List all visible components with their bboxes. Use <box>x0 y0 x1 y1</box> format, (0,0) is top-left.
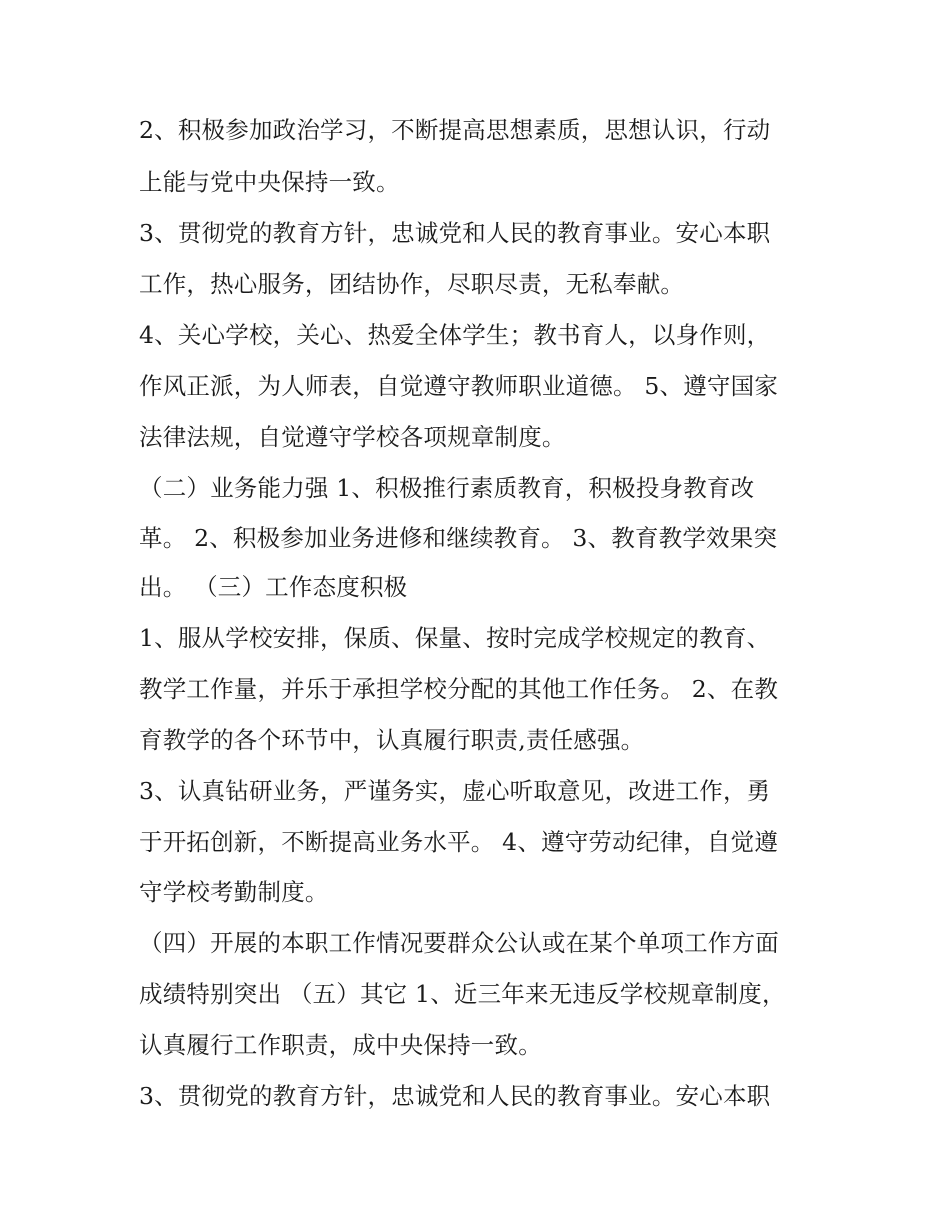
text-line: 教学工作量，并乐于承担学校分配的其他工作任务。 2、在教 <box>139 675 779 703</box>
text-line: 上能与党中央保持一致。 <box>139 168 400 196</box>
text-line: 法律法规，自觉遵守学校各项规章制度。 <box>139 423 566 451</box>
text-line: （四）开展的本职工作情况要群众公认或在某个单项工作方面 <box>139 929 779 957</box>
text-line: 认真履行工作职责，成中央保持一致。 <box>139 1031 542 1059</box>
text-line: 出。 （三）工作态度积极 <box>139 573 408 601</box>
text-line: 2、积极参加政治学习，不断提高思想素质，思想认识，行动 <box>139 116 771 144</box>
text-line: 守学校考勤制度。 <box>139 878 329 906</box>
text-line: （二）业务能力强 1、积极推行素质教育，积极投身教育改 <box>139 474 755 502</box>
text-line: 作风正派，为人师表，自觉遵守教师职业道德。 5、遵守国家 <box>139 372 779 400</box>
text-line: 4、关心学校，关心、热爱全体学生；教书育人，以身作则， <box>139 321 771 349</box>
text-line: 工作，热心服务，团结协作，尽职尽责，无私奉献。 <box>139 270 685 298</box>
text-line: 3、认真钻研业务，严谨务实，虚心听取意见，改进工作，勇 <box>139 777 771 805</box>
text-line: 成绩特别突出 （五）其它 1、近三年来无违反学校规章制度， <box>139 980 786 1008</box>
text-line: 于开拓创新，不断提高业务水平。 4、遵守劳动纪律，自觉遵 <box>139 828 779 856</box>
text-line: 3、贯彻党的教育方针，忠诚党和人民的教育事业。安心本职 <box>139 219 771 247</box>
text-line: 革。 2、积极参加业务进修和继续教育。 3、教育教学效果突 <box>139 524 778 552</box>
text-line: 1、服从学校安排，保质、保量、按时完成学校规定的教育、 <box>139 624 771 652</box>
text-line: 育教学的各个环节中，认真履行职责,责任感强。 <box>139 726 645 754</box>
text-line: 3、贯彻党的教育方针，忠诚党和人民的教育事业。安心本职 <box>139 1082 771 1110</box>
